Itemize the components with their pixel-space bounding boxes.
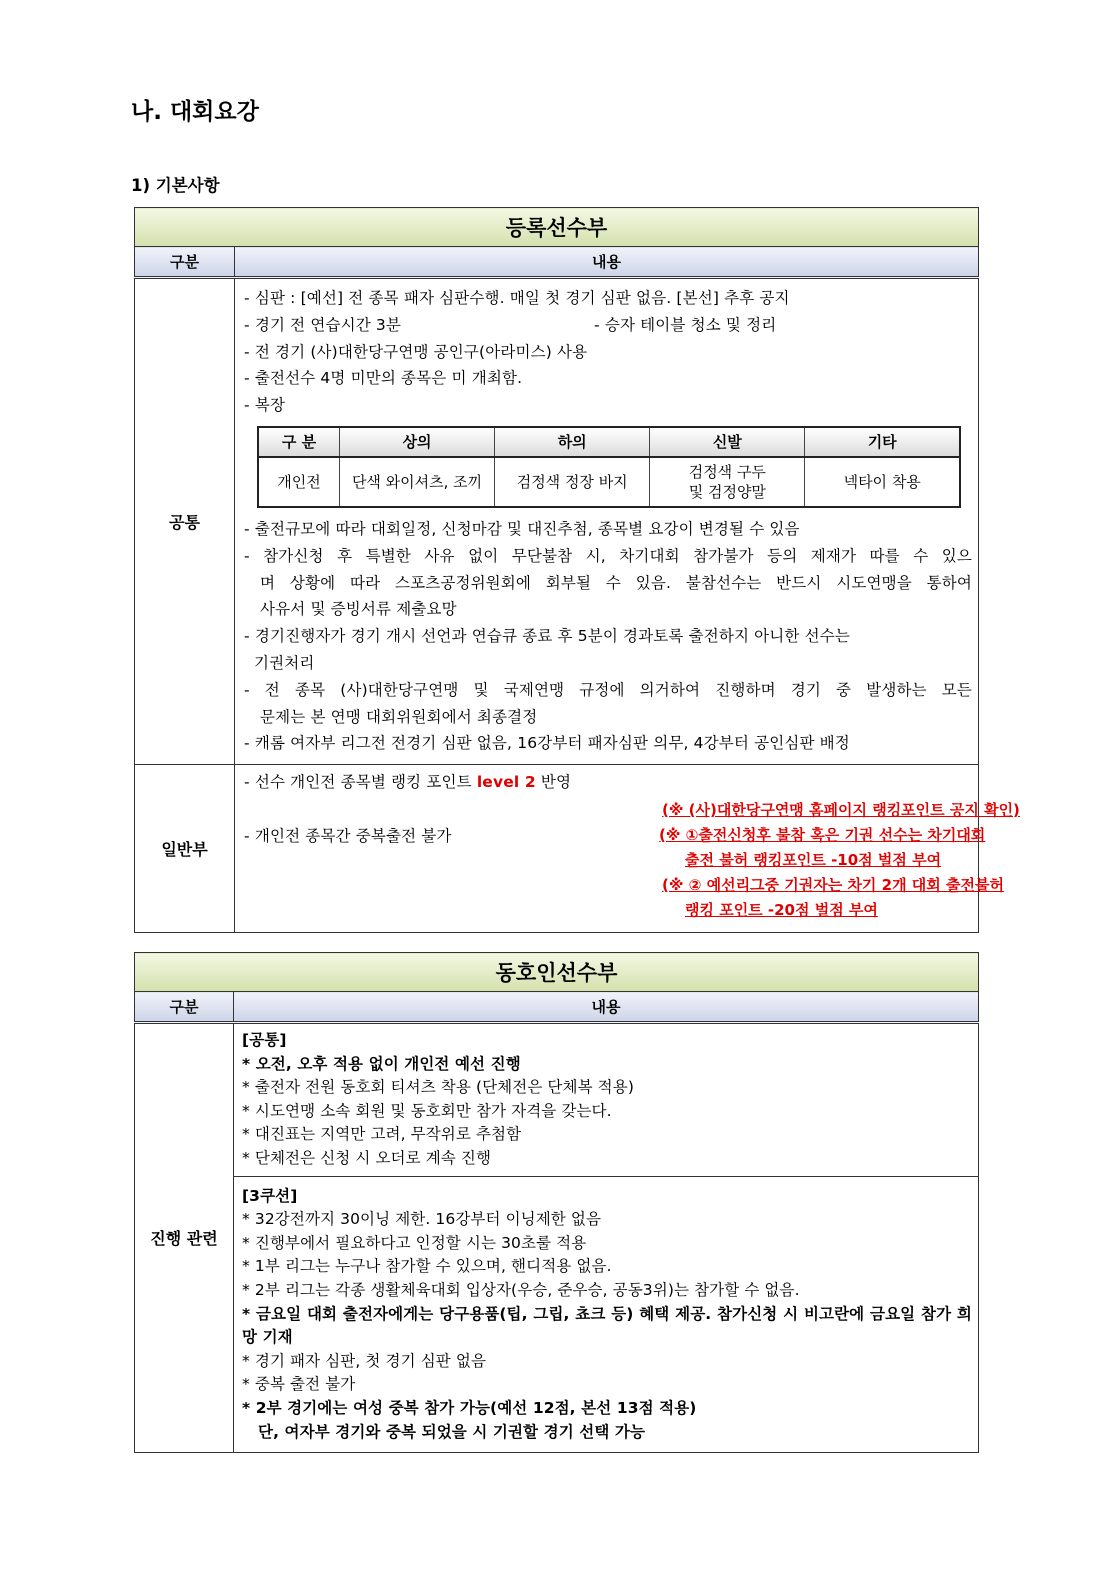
general-label: 일반부 (135, 765, 235, 933)
section-title: 1) 기본사항 (131, 176, 220, 195)
general-content (235, 765, 1020, 933)
general-line-duplicate: - 개인전 종목간 중복출전 불가 (244, 827, 452, 845)
ranking-prefix: - 선수 개인전 종목별 랭킹 포인트 (244, 773, 477, 791)
common-line-dress: - 복장 (244, 396, 286, 415)
amateur-common-content (234, 1023, 979, 1177)
amateur-common-line-tshirt: * 출전자 전원 동호회 티셔츠 착용 (단체전은 단체복 적용) (242, 1078, 634, 1097)
dress-header-bottom: 하의 (495, 427, 650, 457)
dress-row-top: 단색 와이셔츠, 조끼 (340, 457, 495, 507)
page-title: 나. 대회요강 (131, 99, 259, 125)
dress-row-category: 개인전 (258, 457, 340, 507)
amateur-col-content: 내용 (234, 992, 979, 1023)
dress-row-bottom: 검정색 정장 바지 (495, 457, 650, 507)
amateur-common-line-prelim: * 오전, 오후 적용 없이 개인전 예선 진행 (242, 1054, 521, 1073)
amateur-players-table (134, 952, 979, 1453)
dress-header-top: 상의 (340, 427, 495, 457)
amateur-common-line-draw: * 대진표는 지역만 고려, 무작위로 추첨함 (242, 1125, 522, 1144)
dress-shoes-line1: 검정색 구두 (688, 462, 766, 481)
common-line-schedule: - 출전규모에 따라 대회일정, 신청마감 및 대진추첨, 종목별 요강이 변경될 수 있음 (244, 519, 800, 538)
common-line-referee: - 심판 : [예선] 전 종목 패자 심판수행. 매일 첫 경기 심판 없음. [본선] 추후 공지 (244, 289, 790, 307)
amateur-common-line-team: * 단체전은 신청 시 오더로 계속 진행 (242, 1148, 492, 1167)
common-line-rules-2: 문제는 본 연맹 대회위원회에서 최종결정 (260, 707, 538, 726)
registered-title: 등록선수부 (135, 208, 979, 247)
common-line-forfeit-1: - 경기진행자가 경기 개시 선언과 연습큐 종료 후 5분이 경과토록 출전하지 아니한 선수는 (244, 627, 850, 646)
common-line-minimum: - 출전선수 4명 미만의 종목은 미 개최함. (244, 369, 523, 388)
common-label: 공통 (135, 278, 235, 765)
common-line-rules-1: - 전 종목 (사)대한당구연맹 및 국제연맹 규정에 의거하여 진행하며 경기 중 발생하는 모든 (244, 680, 972, 699)
dress-code-table (257, 426, 961, 508)
dress-row-other: 넥타이 착용 (805, 457, 960, 507)
ranking-level: level 2 (476, 773, 536, 791)
amateur-cushion-content (234, 1176, 979, 1452)
cushion-line-league1: * 1부 리그는 누구나 참가할 수 있으며, 핸디적용 없음. (242, 1257, 612, 1276)
cushion-line-duplicate: * 중복 출전 불가 (242, 1375, 356, 1394)
dress-header-other: 기타 (805, 427, 960, 457)
dress-shoes-line2: 및 검정양말 (688, 482, 766, 501)
common-line-absence-3: 사유서 및 증빙서류 제출요망 (260, 600, 457, 619)
amateur-title: 동호인선수부 (135, 953, 979, 992)
cushion-line-innings: * 32강전까지 30이닝 제한. 16강부터 이닝제한 없음 (242, 1210, 602, 1229)
cushion-line-friday: * 금요일 대회 출전자에게는 당구용품(팁, 그립, 쵸크 등) 혜택 제공. 참가신청 시 비고란에 금요일 참가 희망 기재 (242, 1304, 972, 1347)
table-cleaning: - 승자 테이블 청소 및 정리 (594, 315, 777, 334)
dress-row-shoes (650, 457, 805, 507)
common-line-forfeit-2: 기권처리 (254, 653, 315, 672)
registered-col-category: 구분 (135, 247, 235, 278)
common-line-ball: - 전 경기 (사)대한당구연맹 공인구(아라미스) 사용 (244, 342, 588, 361)
dress-header-category: 구 분 (258, 427, 340, 457)
ranking-suffix: 반영 (535, 773, 572, 791)
general-note-absence-2: 출전 불허 랭킹포인트 -10점 벌점 부여 (685, 851, 942, 869)
cushion-line-women: * 2부 경기에는 여성 중복 참가 가능(예선 12점, 본선 13점 적용) (242, 1398, 697, 1417)
cushion-line-referee: * 경기 패자 심판, 첫 경기 심판 없음 (242, 1351, 487, 1370)
common-line-absence-1: - 참가신청 후 특별한 사유 없이 무단불참 시, 차기대회 참가불가 등의 제재가 따를 수 있으 (244, 546, 972, 565)
common-line-absence-2: 며 상황에 따라 스포츠공정위원회에 회부될 수 있음. 불참선수는 반드시 시도연맹을 통하여 (260, 573, 972, 592)
common-content (235, 278, 979, 765)
general-note-league-2: 랭킹 포인트 -20점 벌점 부여 (685, 901, 878, 919)
common-line-practice (244, 312, 972, 339)
amateur-label: 진행 관련 (135, 1023, 234, 1453)
amateur-common-line-eligibility: * 시도연맹 소속 회원 및 동호회만 참가 자격을 갖는다. (242, 1101, 612, 1120)
general-note-homepage: (※ (사)대한당구연맹 홈페이지 랭킹포인트 공지 확인) (662, 801, 1020, 819)
amateur-col-category: 구분 (135, 992, 234, 1023)
registered-col-content: 내용 (235, 247, 979, 278)
amateur-common-heading: [공통] (242, 1031, 287, 1049)
practice-time: - 경기 전 연습시간 3분 (244, 315, 402, 334)
cushion-line-women-note: 단, 여자부 경기와 중복 되었을 시 기권할 경기 선택 가능 (258, 1422, 646, 1441)
general-line-ranking (244, 769, 972, 796)
general-note-absence-1: (※ ①출전신청후 불참 혹은 기권 선수는 차기대회 (659, 826, 986, 844)
common-line-carom: - 캐롬 여자부 리그전 전경기 심판 없음, 16강부터 패자심판 의무, 4강부터 공인심판 배정 (244, 734, 850, 753)
cushion-heading: [3쿠션] (242, 1186, 298, 1205)
registered-players-table (134, 207, 1020, 933)
dress-header-shoes: 신발 (650, 427, 805, 457)
cushion-line-30sec: * 진행부에서 필요하다고 인정할 시는 30초룰 적용 (242, 1233, 587, 1252)
cushion-line-league2: * 2부 리그는 각종 생활체육대회 입상자(우승, 준우승, 공동3위)는 참가할 수 없음. (242, 1280, 800, 1299)
general-note-league-1: (※ ② 예선리그중 기권자는 차기 2개 대회 출전불허 (662, 876, 1004, 894)
